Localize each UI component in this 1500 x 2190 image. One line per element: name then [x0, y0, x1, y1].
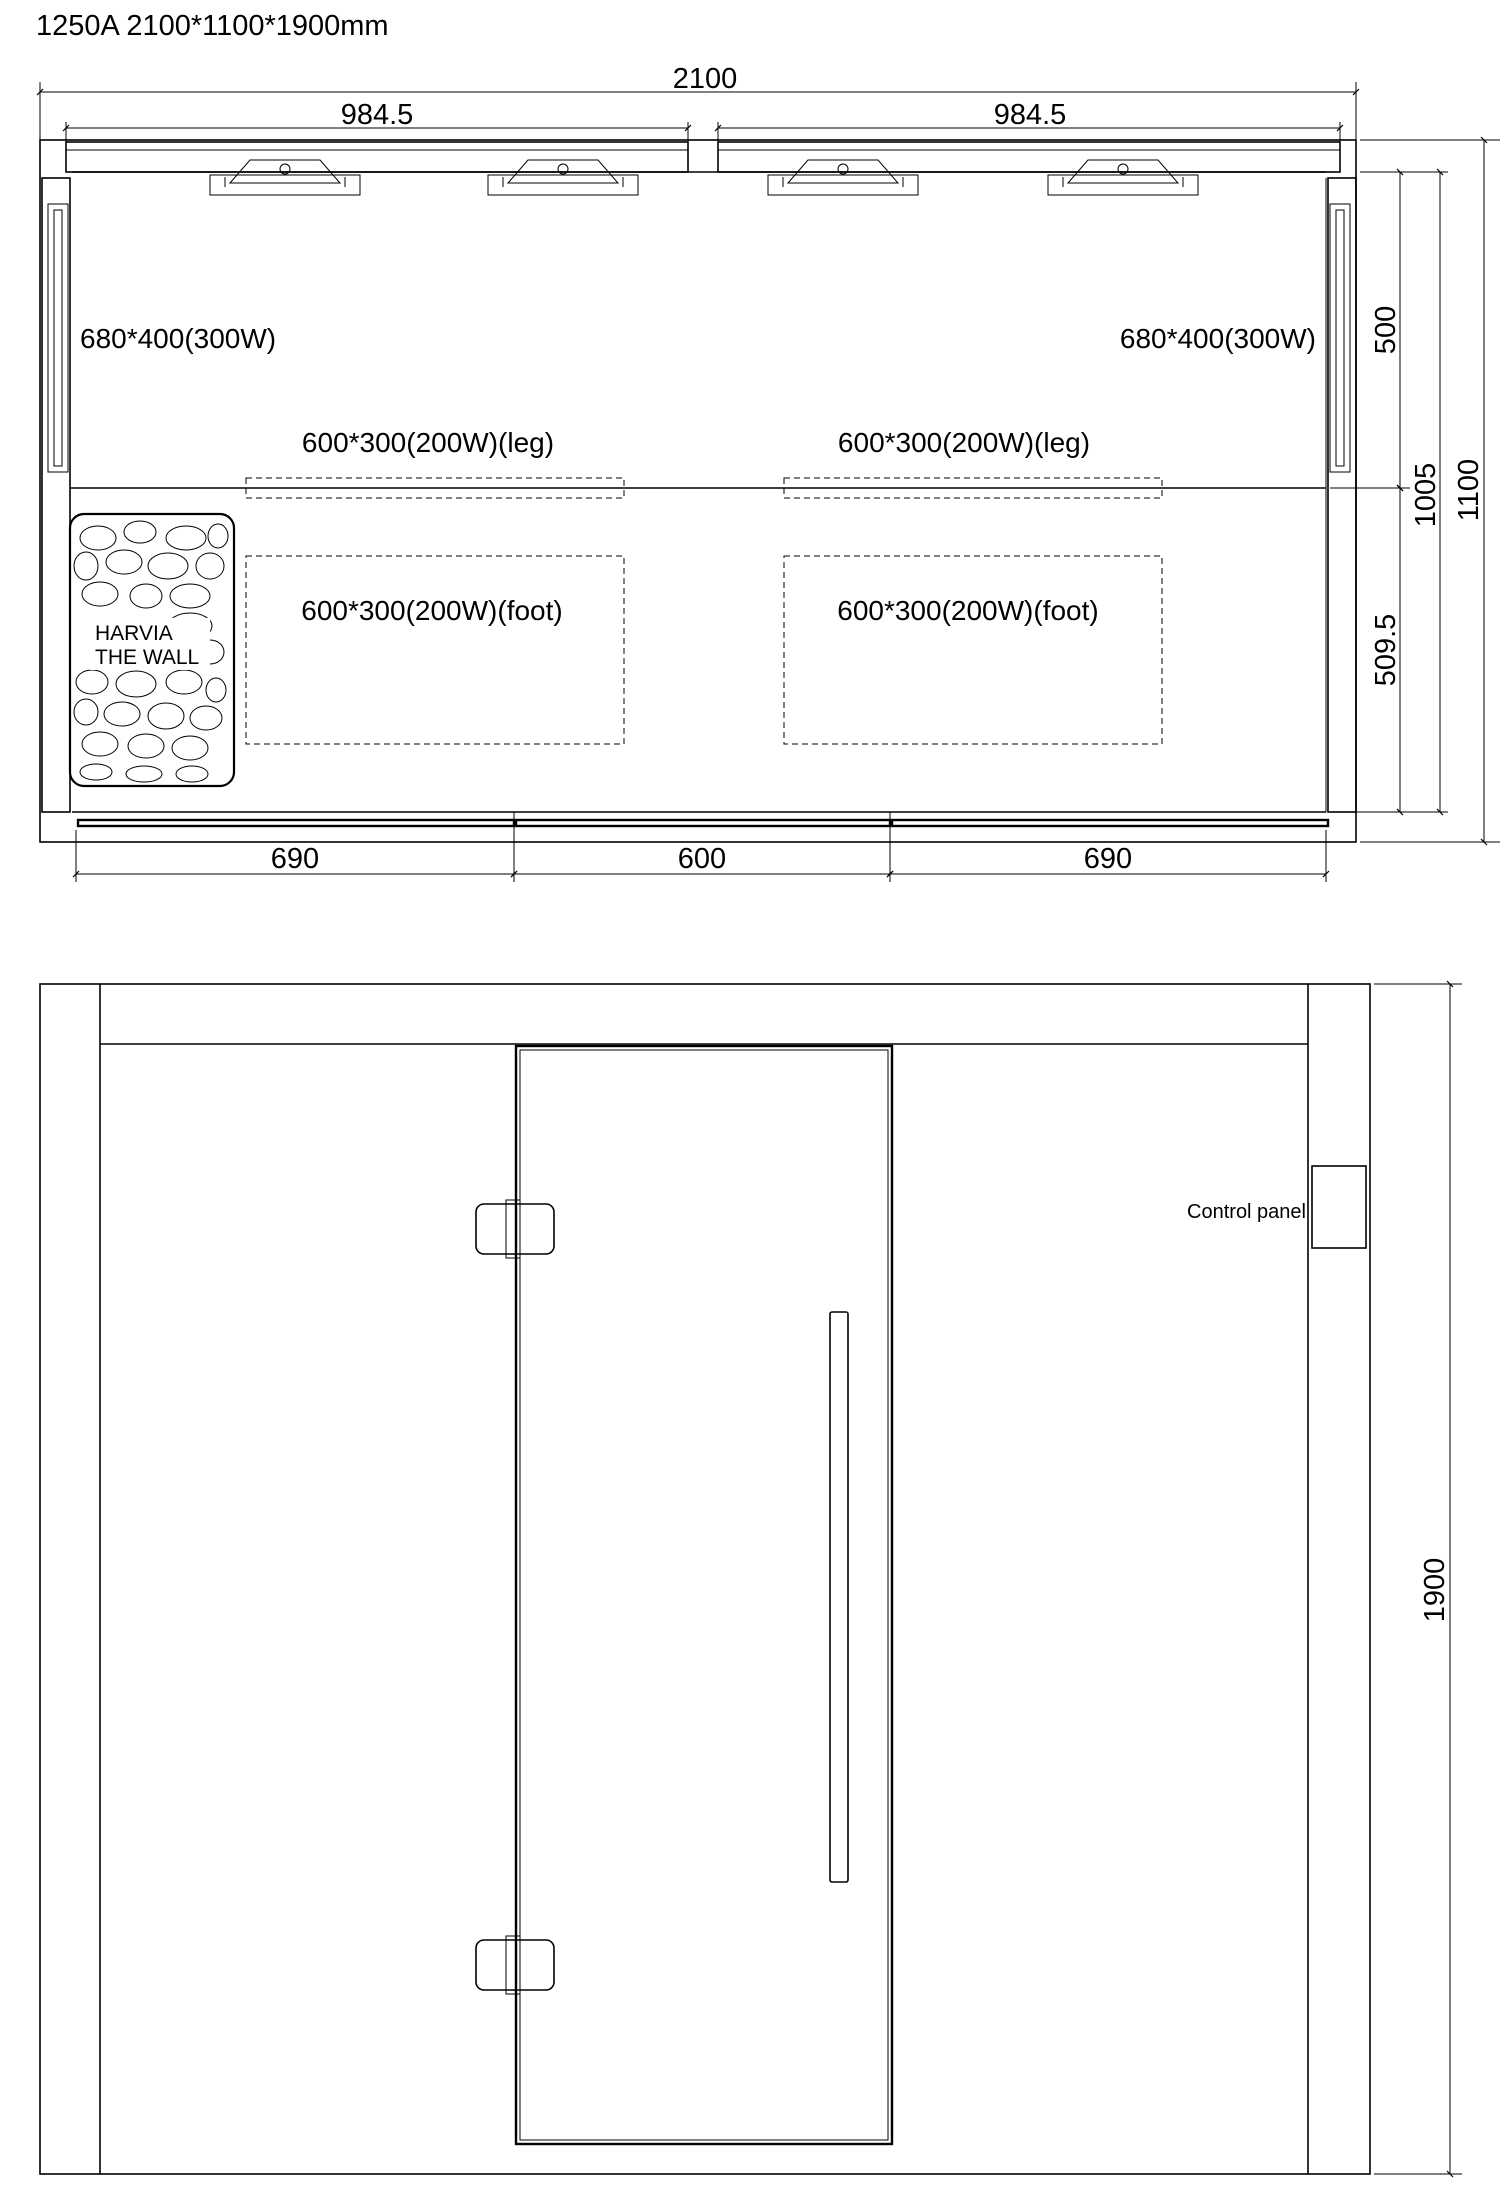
- dim-half-right-label: 984.5: [993, 99, 1067, 131]
- plan-left-post: [42, 178, 70, 812]
- dim-bottom-left-label: 690: [270, 843, 320, 875]
- side-heater-left-label: 680*400(300W): [80, 323, 277, 354]
- front-elevation: [40, 984, 1462, 2174]
- side-heater-right-label: 680*400(300W): [1119, 323, 1316, 354]
- control-panel-label: Control panel: [1187, 1201, 1306, 1223]
- stove-label-line1: HARVIA: [95, 622, 173, 645]
- dim-half-left-label: 984.5: [340, 99, 414, 131]
- plan-light-fixtures: [210, 160, 1198, 195]
- stove-label-line2: THE WALL: [95, 646, 200, 669]
- plan-right-side-heater: [1330, 204, 1350, 472]
- dim-right-overall-label: 1100: [1453, 458, 1485, 522]
- plan-front-right: [892, 820, 1328, 826]
- plan-top-board-left: [66, 142, 688, 172]
- plan-left-side-heater: [48, 204, 68, 472]
- plan-front-left: [78, 820, 514, 826]
- leg-heater-right-label: 600*300(200W)(leg): [837, 427, 1091, 458]
- control-panel: [1312, 1166, 1366, 1248]
- dim-right-lower-label: 509.5: [1370, 613, 1402, 687]
- dim-half-widths: [66, 99, 1340, 142]
- foot-heater-right: [784, 556, 1162, 744]
- dim-bottom-right-label: 690: [1083, 843, 1133, 875]
- foot-heater-left-label: 600*300(200W)(foot): [301, 595, 563, 626]
- plan-right-post: [1328, 178, 1356, 812]
- door-panel[interactable]: [516, 1046, 892, 2144]
- foot-heater-left: [246, 556, 624, 744]
- leg-heater-left-label: 600*300(200W)(leg): [301, 427, 555, 458]
- elevation-outer-frame: [40, 984, 1370, 2174]
- foot-heater-right-label: 600*300(200W)(foot): [837, 595, 1099, 626]
- harvia-stove: [70, 514, 234, 786]
- dim-bottom-mid-label: 600: [677, 843, 727, 875]
- dim-height: [1374, 984, 1462, 2174]
- dim-overall-width-label: 2100: [672, 63, 738, 95]
- dim-bottom-segments: [76, 830, 1326, 882]
- plan-front-door: [516, 820, 890, 826]
- dim-right-inner-label: 1005: [1410, 462, 1442, 528]
- door-handle[interactable]: [830, 1312, 848, 1882]
- dim-right-upper-label: 500: [1370, 305, 1402, 355]
- plan-outer-wall: [40, 140, 1356, 842]
- plan-top-board-right: [718, 142, 1340, 172]
- plan-view: [40, 63, 1500, 882]
- drawing-title: 1250A 2100*1100*1900mm: [36, 10, 389, 42]
- dim-height-label: 1900: [1419, 1557, 1451, 1623]
